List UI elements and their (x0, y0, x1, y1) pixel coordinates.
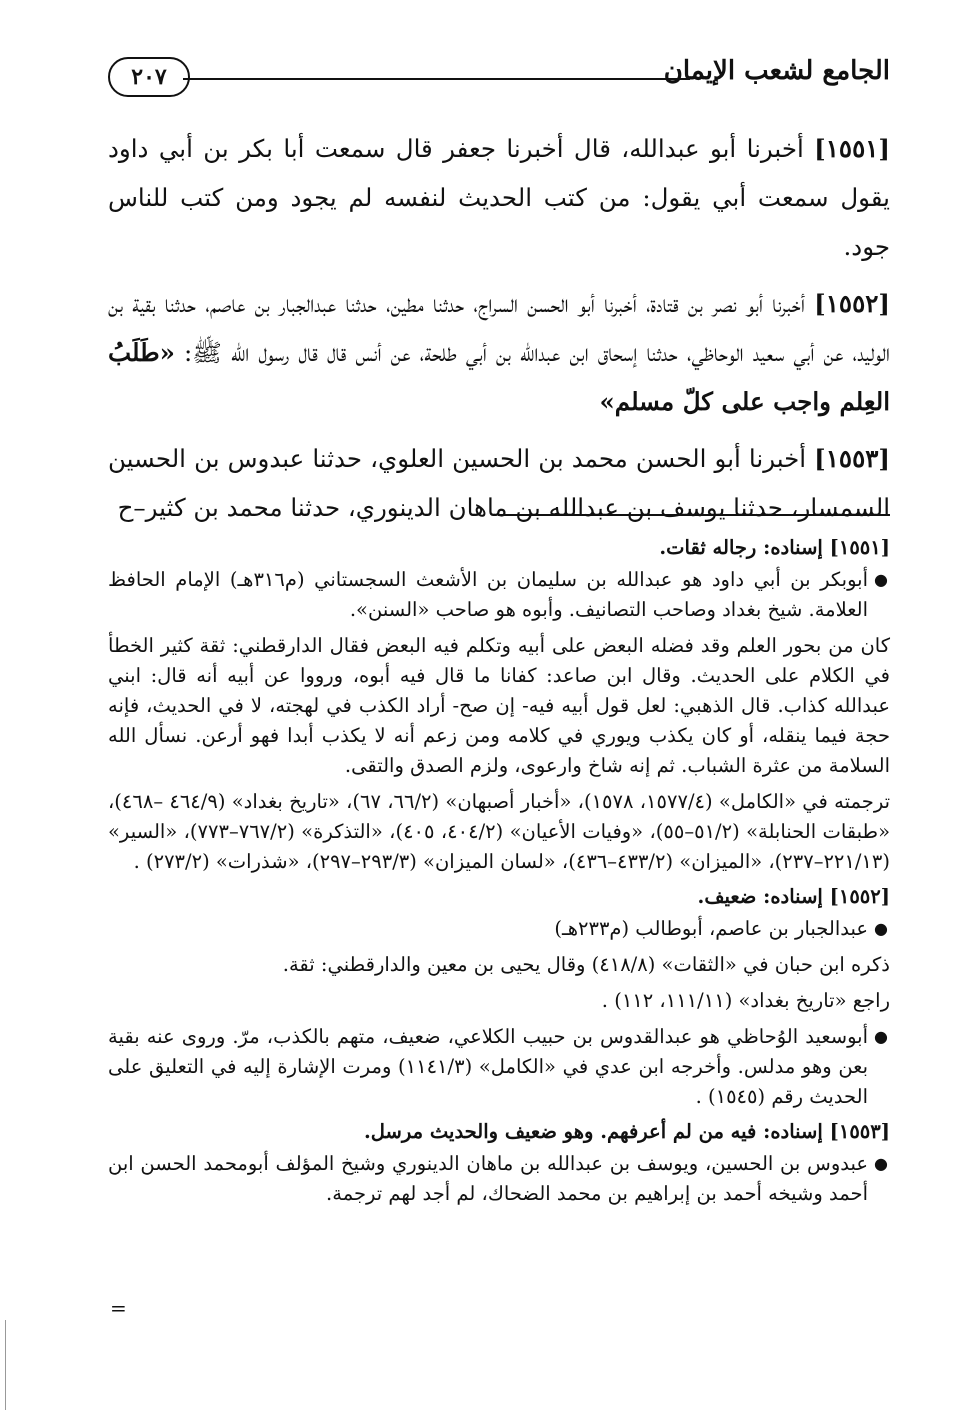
footnote-bullet (108, 914, 890, 944)
hadith-text: أخبرنا أبو عبدالله، قال أخبرنا جعفر قال سمعت أبا بكر بن أبي داود يقول سمعت أبي يقول: من كتب الحديث لنفسه لم يجود ومن كتب للناس جود. (108, 134, 890, 261)
footnote-paragraph: راجع «تاريخ بغداد» (١١١/١١، ١١٢) . (601, 989, 890, 1012)
hadith-number: [١٥٥٣] (814, 444, 890, 473)
footnotes (108, 534, 890, 1215)
prophetic-quote: «طَلَبُ العِلم واجب على كلّ مسلم» (108, 338, 890, 416)
hadith-1552 (108, 279, 890, 426)
hadith-number: [١٥٥٢] (814, 289, 890, 318)
hadith-number: [١٥٥١] (814, 134, 890, 163)
bullet-icon: ● (874, 1027, 888, 1046)
footnote-paragraph: ذكره ابن حبان في «الثقات» (٤١٨/٨) وقال يحيى بن معين والدارقطني: ثقة. (282, 953, 890, 976)
footnote-text: أبوسعيد الوُحاظي هو عبدالقدوس بن حبيب الكلاعي، ضعيف، متهم بالكذب، مرّ. وروى عنه بقية بعن وهو مدلس. وأخرجه ابن عدي في «الكامل» (١١٤١/٣) ومرت الإشارة إليه في التعليق على الحديث رقم (١٥٤٥) . (108, 1025, 868, 1108)
footnote-label: [١٥٥٢] (829, 885, 890, 908)
footnote-separator (498, 514, 890, 516)
footnote-text: عبدالجبار بن عاصم، أبوطالب (م٢٣٣هـ) (554, 917, 868, 940)
footnote-text: عبدوس بن الحسين، ويوسف بن عبدالله بن ماهان الدينوري وشيخ المؤلف أبومحمد الحسن ابن أحمد وشيخه أحمد بن إبراهيم بن محمد الضحاك، لم أجد لهم ترجمة. (108, 1152, 869, 1205)
hadith-text: أخبرنا أبو الحسن محمد بن الحسين العلوي، حدثنا عبدوس بن الحسين السمسار، حدثنا يوسف بن عبدالله بن ماهان الدينوري، حدثنا محمد بن كثير–ح (108, 444, 890, 522)
continuation-mark: = (110, 1296, 127, 1320)
main-text (108, 124, 890, 540)
footnote-heading-1553 (108, 1118, 890, 1145)
hadith-text: أخبرنا أبو نصر بن قتادة، أخبرنا أبو الحسن السراج، حدثنا مطين، حدثنا عبدالجبار بن عاصم، حدثنا بقية بن الوليد، عن أبي سعيد الوحاظي، حدثنا إسحاق ابن عبدالله بن أبي طلحة، عن أنس قال قال رسول الله ﷺ: (108, 289, 890, 367)
footnote-heading-1551 (108, 534, 890, 561)
page-header (108, 52, 890, 102)
scan-margin-line (5, 1320, 6, 1410)
footnote-paragraph: كان من بحور العلم وقد فضله البعض على أبيه وتكلم فيه البعض فقال الدارقطني: ثقة كثير الخطأ في الكلام على الحديث. وقال ابن صاعد: كفانا ما قال فيه أبوه، ورووا عن أبيه أنه قال: ابني عبدالله كذاب. قال الذهبي: لعل قول أبيه فيه- إن صح- أراد الكذب في لهجته، لا في الحديث، فإنه حجة فيما ينقله، أو كان يكذب ويوري في كلامه ومن زعم أنه لا يكذب أبدا فهو أرعن. نسأل الله السلامة من عثرة الشباب. ثم إنه شاخ وارعوى، ولزم الصدق والتقى. (108, 634, 890, 777)
bullet-icon: ● (874, 1154, 888, 1173)
footnote-isnad: إسناده: فيه من لم أعرفهم. وهو ضعيف والحديث مرسل. (363, 1120, 823, 1143)
footnote-bullet (108, 1022, 890, 1112)
footnote-bullet (108, 565, 890, 625)
footnote-isnad: إسناده: رجاله ثقات. (659, 536, 823, 559)
running-title: الجامع لشعب الإيمان (663, 56, 890, 86)
hadith-1553 (108, 434, 890, 532)
footnote-text: أبوبكر بن أبي داود هو عبدالله بن سليمان بن الأشعث السجستاني (م٣١٦هـ) الإمام الحافظ العلامة. شيخ بغداد وصاحب التصانيف. وأبوه هو صاحب «السنن». (108, 568, 869, 621)
header-rule (183, 78, 690, 80)
footnote-label: [١٥٥١] (829, 536, 890, 559)
footnote-bullet (108, 1149, 890, 1209)
footnote-isnad: إسناده: ضعيف. (697, 885, 823, 908)
page-number: ٢٠٧ (108, 57, 190, 97)
footnote-label: [١٥٥٣] (829, 1120, 890, 1143)
footnote-references: ترجمته في «الكامل» (١٥٧٧/٤، ١٥٧٨)، «أخبار أصبهان» (٦٦/٢، ٦٧)، «تاريخ بغداد» (٤٦٤/٩ –٤٦٨)، «طبقات الحنابلة» (٥١/٢–٥٥)، «وفيات الأعيان» (٤٠٤/٢، ٤٠٥)، «التذكرة» (٧٦٧/٢–٧٧٣)، «السير» (٢٢١/١٣–٢٣٧)، «الميزان» (٤٣٣/٢–٤٣٦)، «لسان الميزان» (٢٩٣/٣–٢٩٧)، «شذرات» (٢٧٣/٢) . (108, 790, 891, 873)
bullet-icon: ● (874, 919, 888, 938)
hadith-1551 (108, 124, 890, 271)
bullet-icon: ● (874, 570, 888, 589)
footnote-heading-1552 (108, 883, 890, 910)
